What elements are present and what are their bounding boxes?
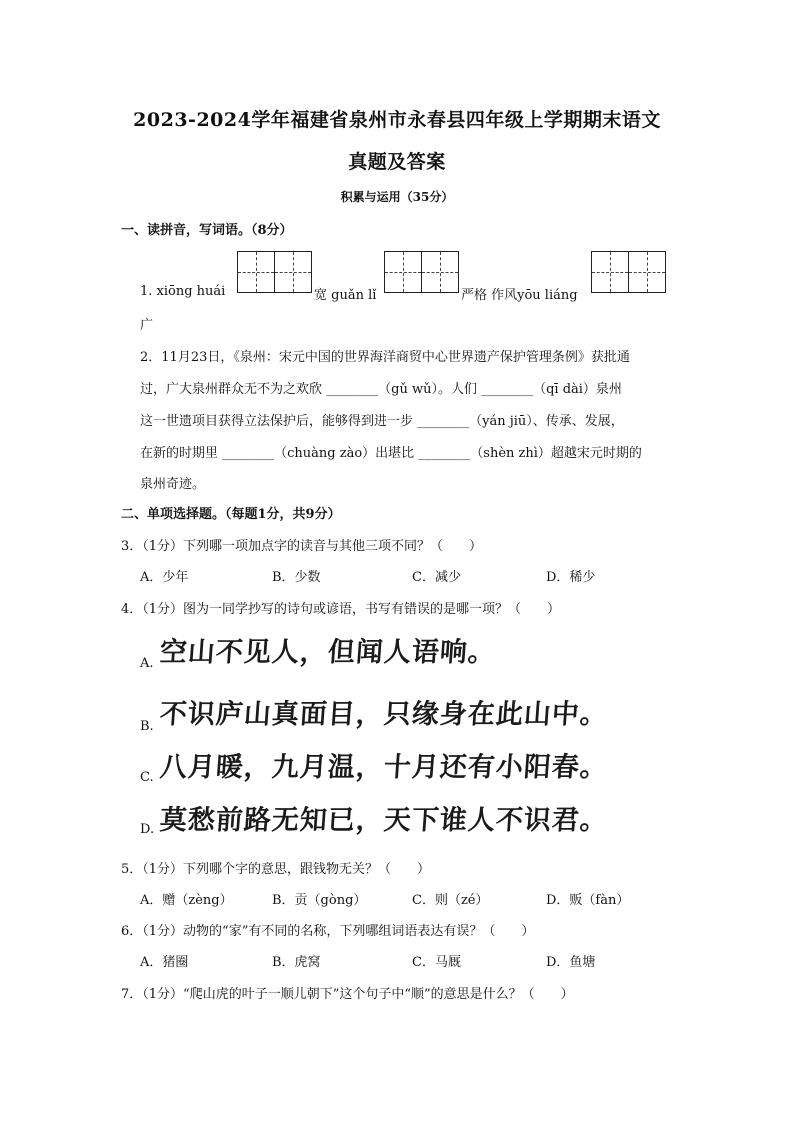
page-title-line1: 2023-2024学年福建省泉州市永春县四年级上学期期末语文 bbox=[133, 109, 661, 131]
q7-stem: 7．（1分）“爬山虎的叶子一顺儿朝下”这个句子中“顺”的意思是什么？（ ） bbox=[121, 987, 574, 1002]
q4-option-b-handwriting: 不识庐山真面目，只缘身在此山中。 bbox=[158, 699, 609, 730]
q2-line: 在新的时期里 ________（chuàng zào）出堪比 ________（shèn zhì）超越宋元时期的 bbox=[140, 446, 642, 461]
q4-option-a-handwriting: 空山不见人，但闻人语响。 bbox=[158, 637, 497, 668]
grid-cell[interactable] bbox=[384, 251, 422, 293]
q3-option-a[interactable]: A．少年 bbox=[140, 570, 189, 585]
q1-text-4: 广 bbox=[140, 318, 154, 333]
grid-cell[interactable] bbox=[421, 251, 459, 293]
q4-option-a-letter[interactable]: A. bbox=[140, 656, 154, 671]
q1-text-3: 严格 作风yōu liáng bbox=[461, 288, 578, 303]
q4-option-c-letter[interactable]: C. bbox=[140, 770, 154, 785]
part-heading: 积累与运用（35分） bbox=[340, 190, 454, 204]
answer-grid-3[interactable] bbox=[591, 251, 666, 293]
q5-option-a[interactable]: A．赠（zèng） bbox=[140, 893, 233, 908]
q2-line: 过，广大泉州群众无不为之欢欣 ________（gǔ wǔ）。人们 ________（qī dài）泉州 bbox=[140, 382, 622, 397]
page-title-line2: 真题及答案 bbox=[348, 151, 446, 173]
q3-stem: 3．（1分）下列哪一项加点字的读音与其他三项不同？（ ） bbox=[121, 539, 483, 554]
grid-cell[interactable] bbox=[274, 251, 312, 293]
q4-option-d-handwriting: 莫愁前路无知已，天下谁人不识君。 bbox=[158, 805, 609, 836]
q2-line: 这一世遗项目获得立法保护后，能够得到进一步 ________（yán jiū）、传承、发展， bbox=[140, 414, 624, 429]
q2-line: 泉州奇迹。 bbox=[140, 477, 206, 492]
grid-cell[interactable] bbox=[237, 251, 275, 293]
q5-option-b[interactable]: B．贡（gòng） bbox=[272, 893, 367, 908]
q4-option-c-handwriting: 八月暖，九月温，十月还有小阳春。 bbox=[158, 752, 609, 783]
section2-heading: 二、单项选择题。（每题1分，共9分） bbox=[121, 507, 341, 522]
q3-option-c[interactable]: C．减少 bbox=[412, 570, 461, 585]
answer-grid-2[interactable] bbox=[384, 251, 459, 293]
section1-heading: 一、读拼音，写词语。（8分） bbox=[121, 223, 293, 238]
q5-option-d[interactable]: D．贩（fàn） bbox=[546, 893, 630, 908]
q6-option-b[interactable]: B．虎窝 bbox=[272, 955, 321, 970]
q2-line: 2．11月23日，《泉州：宋元中国的世界海洋商贸中心世界遗产保护管理条例》获批通 bbox=[140, 350, 630, 365]
q5-option-c[interactable]: C．则（zé） bbox=[412, 893, 489, 908]
answer-grid-1[interactable] bbox=[237, 251, 312, 293]
q4-option-d-letter[interactable]: D. bbox=[140, 822, 155, 837]
grid-cell[interactable] bbox=[628, 251, 666, 293]
q4-stem: 4．（1分）图为一同学抄写的诗句或谚语，书写有错误的是哪一项？（ ） bbox=[121, 602, 561, 617]
q6-option-a[interactable]: A．猪圈 bbox=[140, 955, 189, 970]
q3-option-b[interactable]: B．少数 bbox=[272, 570, 321, 585]
q4-option-b-letter[interactable]: B. bbox=[140, 719, 154, 734]
q5-stem: 5．（1分）下列哪个字的意思，跟钱物无关？（ ） bbox=[121, 862, 431, 877]
q6-option-c[interactable]: C．马厩 bbox=[412, 955, 461, 970]
q3-option-d[interactable]: D．稀少 bbox=[546, 570, 596, 585]
q6-stem: 6．（1分）动物的“家”有不同的名称，下列哪组词语表达有误？（ ） bbox=[121, 924, 535, 939]
q1-text-2: 宽 guǎn lǐ bbox=[314, 288, 377, 303]
q1-label: 1. xiōng huái bbox=[140, 284, 226, 299]
q6-option-d[interactable]: D．鱼塘 bbox=[546, 955, 596, 970]
grid-cell[interactable] bbox=[591, 251, 629, 293]
